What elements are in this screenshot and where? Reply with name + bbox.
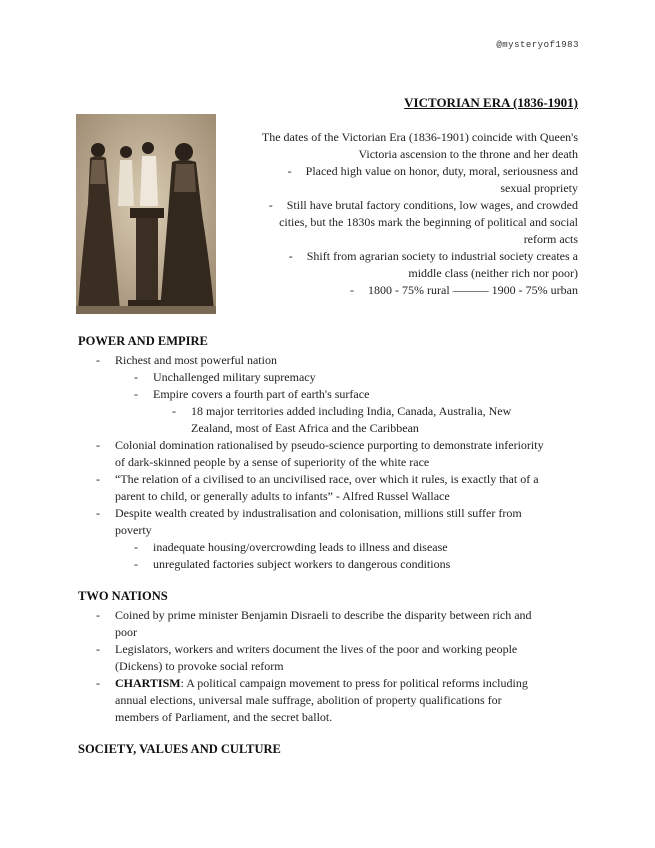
intro-block bbox=[228, 129, 578, 299]
two-nations-section bbox=[78, 588, 578, 726]
intro-bullet bbox=[228, 248, 578, 282]
intro-bullet-2-line3: reform acts bbox=[523, 232, 578, 246]
chartism-term: CHARTISM bbox=[115, 676, 181, 690]
list-item bbox=[78, 556, 578, 573]
page-title: VICTORIAN ERA (1836-1901) bbox=[404, 95, 578, 110]
bullet-dash: - bbox=[287, 164, 292, 178]
bullet-dash: - bbox=[96, 353, 100, 367]
intro-lead bbox=[228, 129, 578, 163]
bullet-dash: - bbox=[96, 506, 100, 520]
list-item-text: parent to child, or generally adults to infants” - Alfred Russel Wallace bbox=[115, 489, 450, 503]
list-item-text: Coined by prime minister Benjamin Disraeli to describe the disparity between rich and bbox=[115, 608, 532, 622]
list-item bbox=[78, 539, 578, 556]
list-item-text: of dark-skinned people by a sense of superiority of the white race bbox=[115, 455, 430, 469]
bullet-dash: - bbox=[134, 540, 138, 554]
list-item-text: Unchallenged military supremacy bbox=[153, 370, 316, 384]
section-heading: POWER AND EMPIRE bbox=[78, 334, 208, 348]
intro-bullet bbox=[228, 197, 578, 248]
bullet-dash: - bbox=[96, 608, 100, 622]
list-item bbox=[78, 403, 578, 437]
list-item-text: Despite wealth created by industralisation and colonisation, millions still suffer from bbox=[115, 506, 522, 520]
list-item bbox=[78, 641, 578, 675]
list-item bbox=[78, 369, 578, 386]
bullet-dash: - bbox=[96, 472, 100, 486]
intro-lead-line2: Victoria ascension to the throne and her death bbox=[358, 147, 578, 161]
bullet-dash: - bbox=[268, 198, 273, 212]
society-section bbox=[78, 741, 578, 760]
list-item bbox=[78, 386, 578, 403]
bullet-dash: - bbox=[134, 387, 138, 401]
list-item-text: Empire covers a fourth part of earth's surface bbox=[153, 387, 370, 401]
list-item bbox=[78, 471, 578, 505]
list-item-text: poor bbox=[115, 625, 137, 639]
list-item bbox=[78, 505, 578, 539]
intro-bullet-3-line1: Shift from agrarian society to industrial society creates a bbox=[306, 249, 578, 263]
list-item-text: annual elections, universal male suffrage, abolition of property qualifications for bbox=[115, 693, 502, 707]
victorian-photo bbox=[76, 114, 216, 314]
list-item-text: inadequate housing/overcrowding leads to illness and disease bbox=[153, 540, 448, 554]
bullet-dash: - bbox=[134, 370, 138, 384]
list-item-text: members of Parliament, and the secret ballot. bbox=[115, 710, 333, 724]
intro-bullet-2-line2: cities, but the 1830s mark the beginning of political and social bbox=[279, 215, 578, 229]
list-item-text: : A political campaign movement to press for political reforms including bbox=[180, 676, 528, 690]
list-item-text: poverty bbox=[115, 523, 152, 537]
intro-bullet bbox=[228, 163, 578, 197]
list-item bbox=[78, 352, 578, 369]
bullet-dash: - bbox=[96, 676, 100, 690]
intro-bullet bbox=[228, 282, 578, 299]
two-nations-list bbox=[78, 607, 578, 726]
section-heading: TWO NATIONS bbox=[78, 589, 168, 603]
power-list bbox=[78, 352, 578, 573]
list-item-text: Legislators, workers and writers document the lives of the poor and working people bbox=[115, 642, 518, 656]
power-empire-section bbox=[78, 333, 578, 573]
bullet-dash: - bbox=[96, 438, 100, 452]
list-item bbox=[78, 675, 578, 726]
section-heading: SOCIETY, VALUES AND CULTURE bbox=[78, 742, 281, 756]
bullet-dash: - bbox=[288, 249, 293, 263]
list-item-text: 18 major territories added including India, Canada, Australia, New bbox=[191, 404, 512, 418]
list-item-text: Zealand, most of East Africa and the Caribbean bbox=[191, 421, 419, 435]
bullet-dash: - bbox=[134, 557, 138, 571]
intro-bullet-1-line2: sexual propriety bbox=[500, 181, 578, 195]
list-item bbox=[78, 607, 578, 641]
list-item bbox=[78, 437, 578, 471]
list-item-text: (Dickens) to provoke social reform bbox=[115, 659, 284, 673]
victorian-photo-icon bbox=[76, 114, 216, 314]
bullet-dash: - bbox=[172, 404, 176, 418]
author-handle: @mysteryof1983 bbox=[496, 40, 579, 50]
intro-bullet-2-line1: Still have brutal factory conditions, low wages, and crowded bbox=[286, 198, 578, 212]
intro-bullet-1-line1: Placed high value on honor, duty, moral, seriousness and bbox=[305, 164, 578, 178]
list-item-text: Colonial domination rationalised by pseudo-science purporting to demonstrate inferiority bbox=[115, 438, 544, 452]
intro-bullet-3-line2: middle class (neither rich nor poor) bbox=[408, 266, 578, 280]
list-item-text: unregulated factories subject workers to dangerous conditions bbox=[153, 557, 451, 571]
intro-lead-line1: The dates of the Victorian Era (1836-1901) coincide with Queen's bbox=[261, 130, 578, 144]
list-item-text: “The relation of a civilised to an uncivilised race, over which it rules, is exactly that of a bbox=[115, 472, 539, 486]
bullet-dash: - bbox=[350, 283, 355, 297]
list-item-text: Richest and most powerful nation bbox=[115, 353, 277, 367]
bullet-dash: - bbox=[96, 642, 100, 656]
intro-bullet-4-line1: 1800 - 75% rural ——— 1900 - 75% urban bbox=[368, 283, 578, 297]
